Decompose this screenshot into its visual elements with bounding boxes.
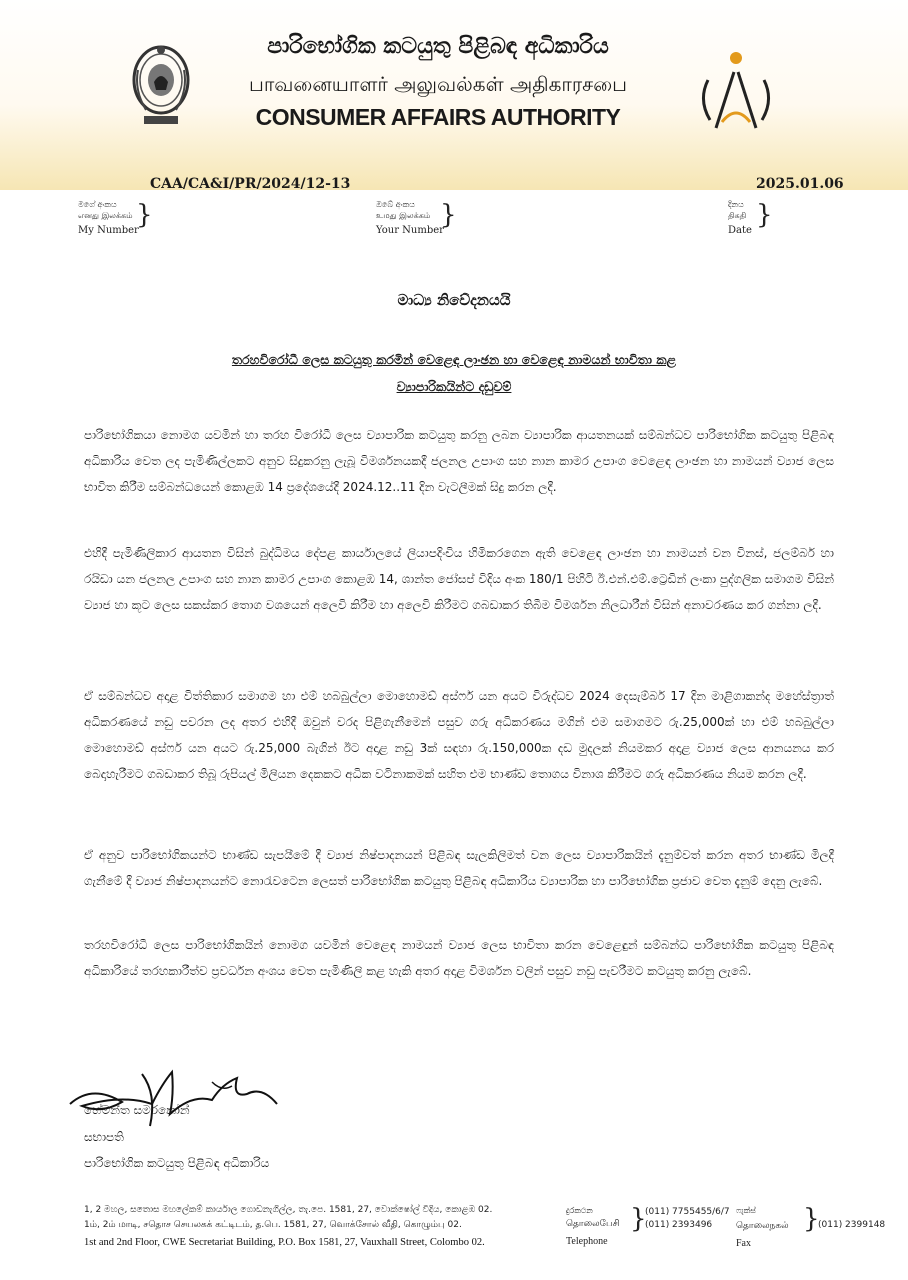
- my-number-label-en: My Number: [78, 225, 139, 236]
- brace-icon: }: [440, 200, 457, 230]
- date-value: 2025.01.06: [756, 176, 844, 192]
- footer-address-english: 1st and 2nd Floor, CWE Secretariat Building, P.O. Box 1581, 27, Vauxhall Street, Colombo 02.: [84, 1237, 485, 1248]
- body-paragraph-3: ඒ සම්බන්ධව අදාළ විත්තිකාර සමාගම හා එම් හබබුල්ලා මොහොමඩ් අස්ෆර් යන අයට විරුද්ධව 2024 දෙසැම්බර් 17 දින මාළිගාකන්ද මහේස්ත්‍රාත් අධිකරණයේ නඩු පවරන ලද අතර එහිදී ඔවුන් වරද පිළිගැනීමෙන් පසුව ගරු අධිකරණය මගින් එම සමාගමට රු.25,000ක් හා එම් හබබුල්ලා මොහොමඩ් අස්ෆර් යන අයට රු.25,000 බැගින් ඊට අදාළ නඩු 3ක් සඳහා රු.150,000ක දඩ මුදලක් නියමකර අදාළ ව්‍යාජ ලෙස ආනයනය කර බෙදාහැරීමට ගබඩාකර තිබූ රුපියල් මිලියන දෙකකට අධික වටිනාකමක් සහිත එම භාණ්ඩ තොගය විනාශ කිරීමට ගරු අධිකරණය නියම කරන ලදී.: [84, 689, 834, 781]
- your-number-label-ta: உமது இலக்கம்: [376, 211, 431, 220]
- footer-address-sinhala: 1, 2 මහල, සතොස මහලේකම් කාර්යාල ගොඩනැගිල්ල, තැ.පෙ. 1581, 27, වොක්ෂෝල් වීදිය, කොළඹ 02.: [84, 1205, 493, 1215]
- document-title: මාධ්‍ය නිවේදනයයි: [397, 291, 511, 309]
- subject-line-2: ව්‍යාපාරිකයින්ට දඩුවම්: [396, 379, 512, 394]
- brace-icon: }: [803, 1204, 820, 1234]
- body-paragraph-4: ඒ අනුව පාරිභෝගිකයන්ට භාණ්ඩ සැපයීමේ දී ව්‍යාජ නිෂ්පාදනයන් පිළිබඳ සැලකිලිමත් වන ලෙස ව්‍යාපාරිකයින් දැනුම්වත් කරන අතර භාණ්ඩ මිලදී ගැනීමේ දී ව්‍යාජ නිෂ්පාදනයන්ට නොරැවටෙන ලෙසත් පාරිභෝගික කටයුතු පිළිබඳ අධිකාරිය ව්‍යාපාරික හා පාරිභෝගික ප්‍රජාව වෙත දැනුම් දෙනු ලැබේ.: [84, 848, 834, 888]
- signer-name: හේමන්ත සමරකෝන්: [84, 1103, 190, 1117]
- my-number-label-ta: எனது இலக்கம்: [78, 211, 133, 220]
- telephone-label-en: Telephone: [566, 1236, 608, 1247]
- fax-label-en: Fax: [736, 1238, 751, 1249]
- telephone-label-si: දුරකථන: [566, 1206, 593, 1215]
- sri-lanka-emblem-icon: [130, 40, 192, 128]
- footer-address-tamil: 1ம், 2ம் மாடி, சதொச செயலகக் கட்டிடம், த.பெ. 1581, 27, வொக்சோல் வீதி, கொழும்பு 02.: [84, 1220, 462, 1230]
- date-label-en: Date: [728, 225, 752, 236]
- org-name-english: CONSUMER AFFAIRS AUTHORITY: [255, 104, 621, 130]
- fax-label-ta: தொலைநகல்: [736, 1221, 789, 1231]
- body-paragraph-1: පාරිභෝගිකයා නොමග යවමින් හා තරහ විරෝධී ලෙස ව්‍යාපාරික කටයුතු කරනු ලබන ව්‍යාපාරික ආයතනයක් සම්බන්ධව පාරිභෝගික කටයුතු පිළිබඳ අධිකාරිය වෙත ලද පැමිණිල්ලකට අනුව සිදුකරනු ලැබූ විමර්ශනයකදී ජලනල උපාංග සහ නාන කාමර උපාංග වෙළෙඳ ලාංඡන හා නාමයන් ව්‍යාජ ලෙස භාවිත කිරීම සම්බන්ධයෙන් කොළඹ 14 ප්‍රදේශයේදී 2024.12..11 දින වැටලීමක් සිදු කරන ලදී.: [84, 428, 834, 494]
- your-number-label-en: Your Number: [376, 225, 444, 236]
- date-label-ta: திகதி: [728, 211, 747, 220]
- fax-label-si: ෆැක්ස්: [736, 1206, 756, 1215]
- caa-logo-icon: [698, 50, 774, 130]
- fax-number: (011) 2399148: [818, 1220, 886, 1230]
- telephone-label-ta: தொலைபேசி: [566, 1219, 620, 1229]
- brace-icon: }: [630, 1204, 647, 1234]
- subject-line-1: තරහවිරෝධී ලෙස කටයුතු කරමින් වෙළෙඳ ලාංඡන හා වෙළෙඳ නාමයන් භාවිතා කළ: [231, 352, 677, 367]
- subject-heading: [120, 346, 788, 400]
- your-number-label-si: ඔබේ අංකය: [376, 200, 415, 209]
- telephone-number-2: (011) 2393496: [645, 1220, 713, 1230]
- telephone-number-1: (011) 7755455/6/7: [645, 1207, 730, 1217]
- body-paragraph-2: එහිදී පැමිණිලිකාර ආයතන විසින් බුද්ධිමය දේපළ කාර්යාලයේ ලියාපදිංචිය හිමිකරගෙන ඇති වෙළෙඳ ලාංඡන හා නාමයන් වන විනස්, ජලම්බර් හා රයිඩා යන ජලනල උපාංග සහ නාන කාමර උපාංග කොළඹ 14, ශාන්ත ජෝසප් විදිය අංක 180/1 පිහිටි ඊ.එන්.එම්.ට්‍රෙඩින් ලංකා පුද්ගලික සමාගම විසින් ව්‍යාජ හා කූට ලෙස සකස්කර තොග වශයෙන් අලෙවි කිරීම හා අලෙවි කිරීමට ගබඩාකර තිබීම විමර්ශන නිලධාරීන් විසින් අනාවරණය කර ගන්නා ලදී.: [84, 546, 834, 612]
- brace-icon: }: [136, 200, 153, 230]
- handwritten-signature: [62, 1064, 282, 1134]
- body-paragraph-5: තරහවිරෝධී ලෙස පාරිභෝගිකයින් නොමග යවමින් වෙළෙඳ නාමයන් ව්‍යාජ ලෙස භාවිතා කරන වෙළෙඳුන් සම්බන්ධ පාරිභෝගික කටයුතු පිළිබඳ අධිකාරියේ තරහකාරීත්ව ප්‍රවර්ධන අංශය වෙත පැමිණිලි කළ හැකි අතර අදාළ විමර්ශන වලින් පසුව නඩු පැවරීමට කටයුතු කරනු ලැබේ.: [84, 938, 834, 978]
- my-number-label-si: මගේ අංකය: [78, 200, 117, 209]
- signer-title: සභාපති: [84, 1130, 124, 1144]
- org-name-sinhala: පාරිභෝගික කටයුතු පිළිබඳ අධිකාරිය: [267, 34, 609, 59]
- signer-organization: පාරිභෝගික කටයුතු පිළිබඳ අධිකාරිය: [84, 1156, 270, 1170]
- my-number-value: CAA/CA&I/PR/2024/12-13: [150, 176, 351, 192]
- org-name-tamil: பாவனையாளர் அலுவல்கள் அதிகாரசபை: [248, 72, 628, 96]
- brace-icon: }: [756, 200, 773, 230]
- date-label-si: දිනය: [728, 200, 744, 209]
